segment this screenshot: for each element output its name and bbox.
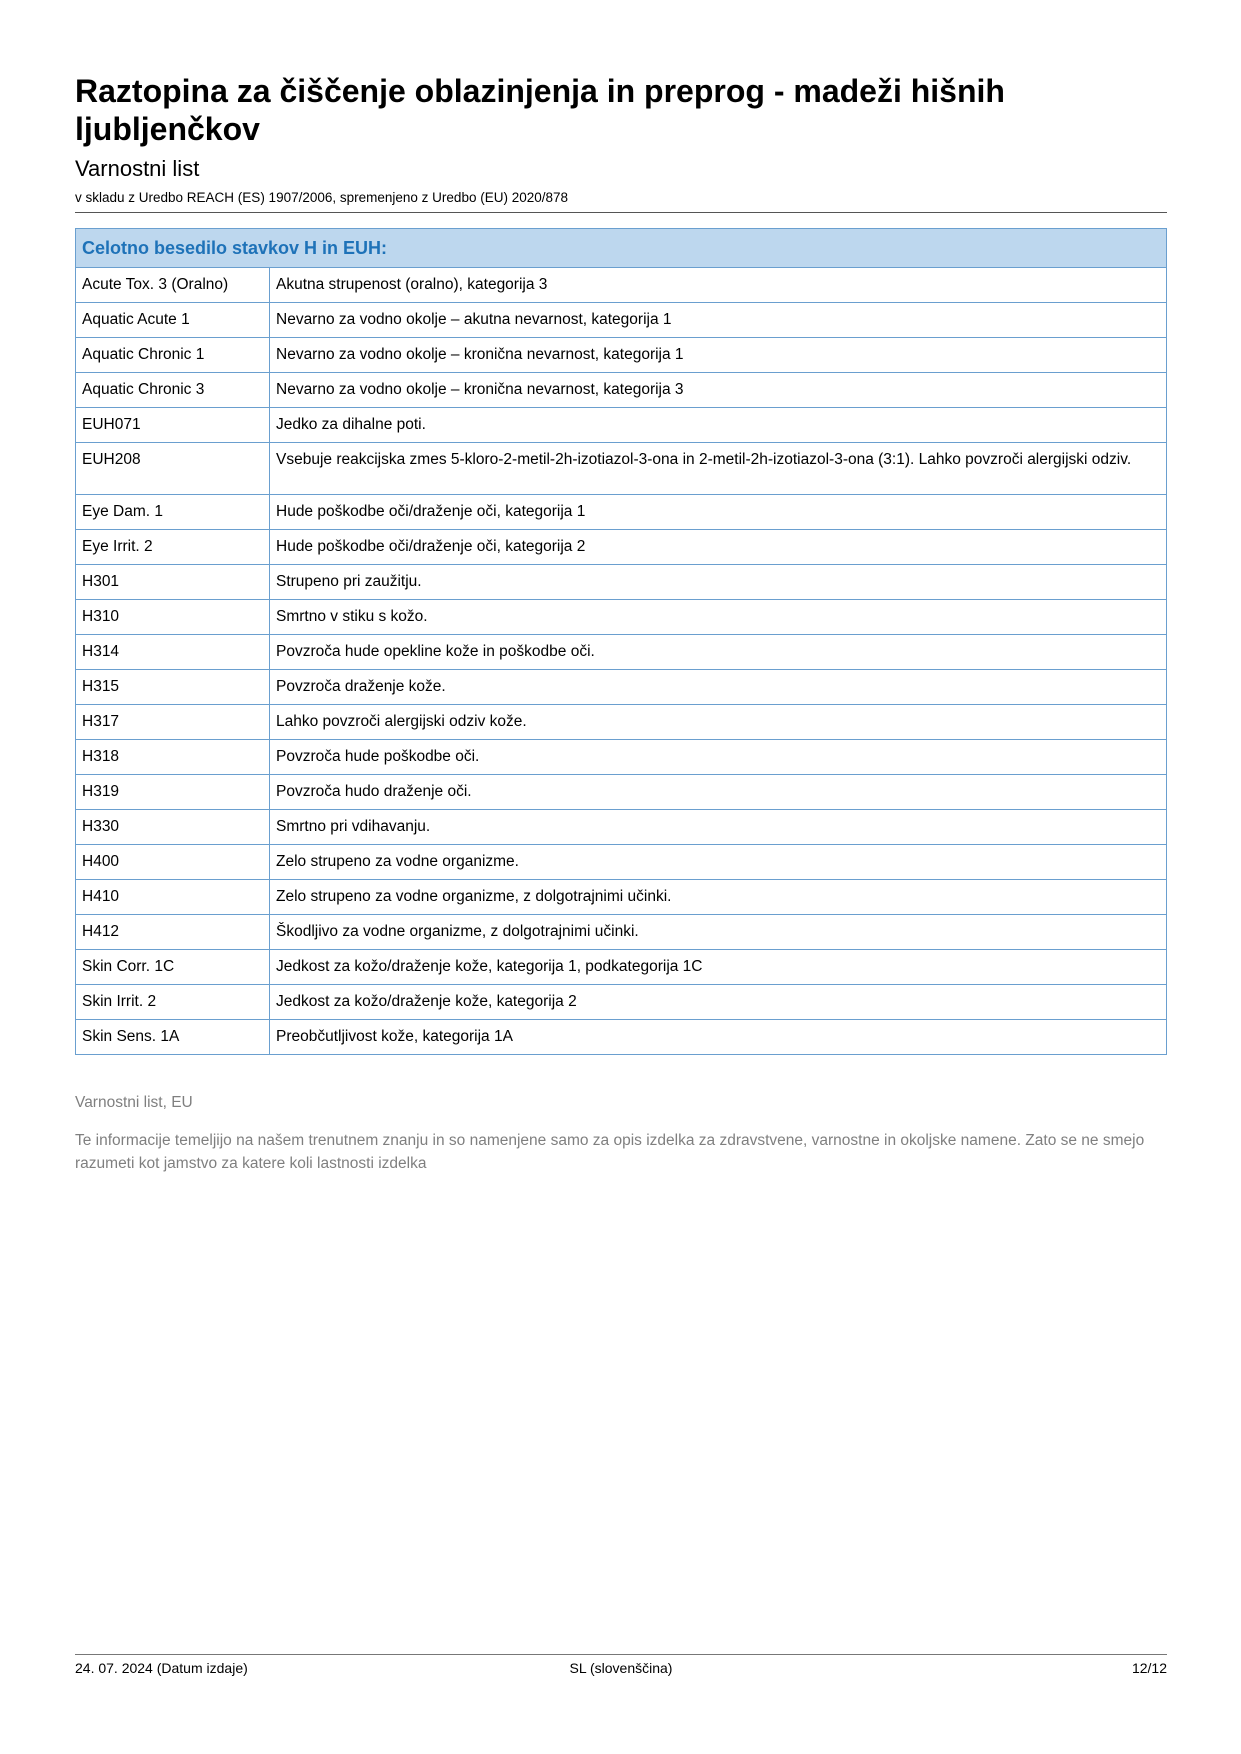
hazard-code: H330: [76, 810, 270, 845]
table-row: [76, 530, 1167, 565]
hazard-code: Eye Irrit. 2: [76, 530, 270, 565]
header-divider: [75, 212, 1167, 213]
hazard-code: Acute Tox. 3 (Oralno): [76, 268, 270, 303]
table-row: [76, 950, 1167, 985]
hazard-description: Smrtno pri vdihavanju.: [270, 810, 1167, 845]
hazard-description: Preobčutljivost kože, kategorija 1A: [270, 1020, 1167, 1055]
regulation-note: v skladu z Uredbo REACH (ES) 1907/2006, spremenjeno z Uredbo (EU) 2020/878: [75, 190, 569, 205]
hazard-description: Hude poškodbe oči/draženje oči, kategorija 1: [270, 495, 1167, 530]
table-row: [76, 408, 1167, 443]
table-row: [76, 810, 1167, 845]
hazard-code: Skin Corr. 1C: [76, 950, 270, 985]
table-row: [76, 915, 1167, 950]
hazard-code: Aquatic Acute 1: [76, 303, 270, 338]
hazard-description: Strupeno pri zaužitju.: [270, 565, 1167, 600]
disclaimer-text: Te informacije temeljijo na našem trenutnem znanju in so namenjene samo za opis izdelka za zdravstvene, varnostne in okoljske namene. Zato se ne smejo razumeti kot jamstvo za katere koli lastnosti izdelka: [75, 1132, 1145, 1172]
table-row: [76, 565, 1167, 600]
table-row: [76, 775, 1167, 810]
table-row: [76, 303, 1167, 338]
page-footer: [75, 1660, 1167, 1676]
hazard-description: Hude poškodbe oči/draženje oči, kategorija 2: [270, 530, 1167, 565]
hazard-description: Akutna strupenost (oralno), kategorija 3: [270, 268, 1167, 303]
hazard-code: EUH071: [76, 408, 270, 443]
document-subtitle: Varnostni list: [75, 156, 200, 181]
hazard-code: H315: [76, 670, 270, 705]
table-row: [76, 985, 1167, 1020]
table-row: [76, 373, 1167, 408]
document-language: SL (slovenščina): [569, 1660, 673, 1676]
hazard-description: Povzroča hude poškodbe oči.: [270, 740, 1167, 775]
hazard-code: H319: [76, 775, 270, 810]
hazard-code: EUH208: [76, 443, 270, 495]
h-statements-table: [75, 228, 1167, 1055]
table-row: [76, 635, 1167, 670]
table-row: [76, 845, 1167, 880]
hazard-code: H400: [76, 845, 270, 880]
hazard-code: H410: [76, 880, 270, 915]
hazard-code: H301: [76, 565, 270, 600]
hazard-description: Jedkost za kožo/draženje kože, kategorija 1, podkategorija 1C: [270, 950, 1167, 985]
hazard-description: Jedko za dihalne poti.: [270, 408, 1167, 443]
hazard-description: Povzroča hude opekline kože in poškodbe oči.: [270, 635, 1167, 670]
hazard-description: Nevarno za vodno okolje – kronična nevarnost, kategorija 3: [270, 373, 1167, 408]
hazard-code: Skin Irrit. 2: [76, 985, 270, 1020]
hazard-code: H310: [76, 600, 270, 635]
table-row: [76, 268, 1167, 303]
hazard-description: Smrtno v stiku s kožo.: [270, 600, 1167, 635]
table-body: [76, 268, 1167, 1055]
issue-date: 24. 07. 2024 (Datum izdaje): [75, 1660, 248, 1676]
hazard-code: H412: [76, 915, 270, 950]
hazard-code: H318: [76, 740, 270, 775]
table-row: [76, 443, 1167, 495]
hazard-code: Aquatic Chronic 3: [76, 373, 270, 408]
document-title: Raztopina za čiščenje oblazinjenja in preprog - madeži hišnih ljubljenčkov: [75, 73, 1005, 147]
table-row: [76, 740, 1167, 775]
table-row: [76, 705, 1167, 740]
hazard-code: Eye Dam. 1: [76, 495, 270, 530]
page-number: 12/12: [1131, 1660, 1167, 1676]
sds-type-note: Varnostni list, EU: [75, 1094, 193, 1111]
table-row: [76, 670, 1167, 705]
table-row: [76, 338, 1167, 373]
table-row: [76, 880, 1167, 915]
table-row: [76, 1020, 1167, 1055]
hazard-description: Nevarno za vodno okolje – akutna nevarnost, kategorija 1: [270, 303, 1167, 338]
hazard-description: Zelo strupeno za vodne organizme, z dolgotrajnimi učinki.: [270, 880, 1167, 915]
table-row: [76, 600, 1167, 635]
hazard-code: H314: [76, 635, 270, 670]
hazard-code: H317: [76, 705, 270, 740]
hazard-code: Aquatic Chronic 1: [76, 338, 270, 373]
hazard-description: Vsebuje reakcijska zmes 5-kloro-2-metil-2h-izotiazol-3-ona in 2-metil-2h-izotiazol-3-ona (3:1). Lahko povzroči alergijski odziv.: [270, 443, 1167, 495]
hazard-description: Povzroča draženje kože.: [270, 670, 1167, 705]
hazard-description: Povzroča hudo draženje oči.: [270, 775, 1167, 810]
hazard-code: Skin Sens. 1A: [76, 1020, 270, 1055]
hazard-description: Škodljivo za vodne organizme, z dolgotrajnimi učinki.: [270, 915, 1167, 950]
hazard-description: Lahko povzroči alergijski odziv kože.: [270, 705, 1167, 740]
table-heading: Celotno besedilo stavkov H in EUH:: [76, 229, 1167, 268]
hazard-description: Zelo strupeno za vodne organizme.: [270, 845, 1167, 880]
footer-divider: [75, 1654, 1167, 1655]
table-row: [76, 495, 1167, 530]
hazard-description: Nevarno za vodno okolje – kronična nevarnost, kategorija 1: [270, 338, 1167, 373]
hazard-description: Jedkost za kožo/draženje kože, kategorija 2: [270, 985, 1167, 1020]
